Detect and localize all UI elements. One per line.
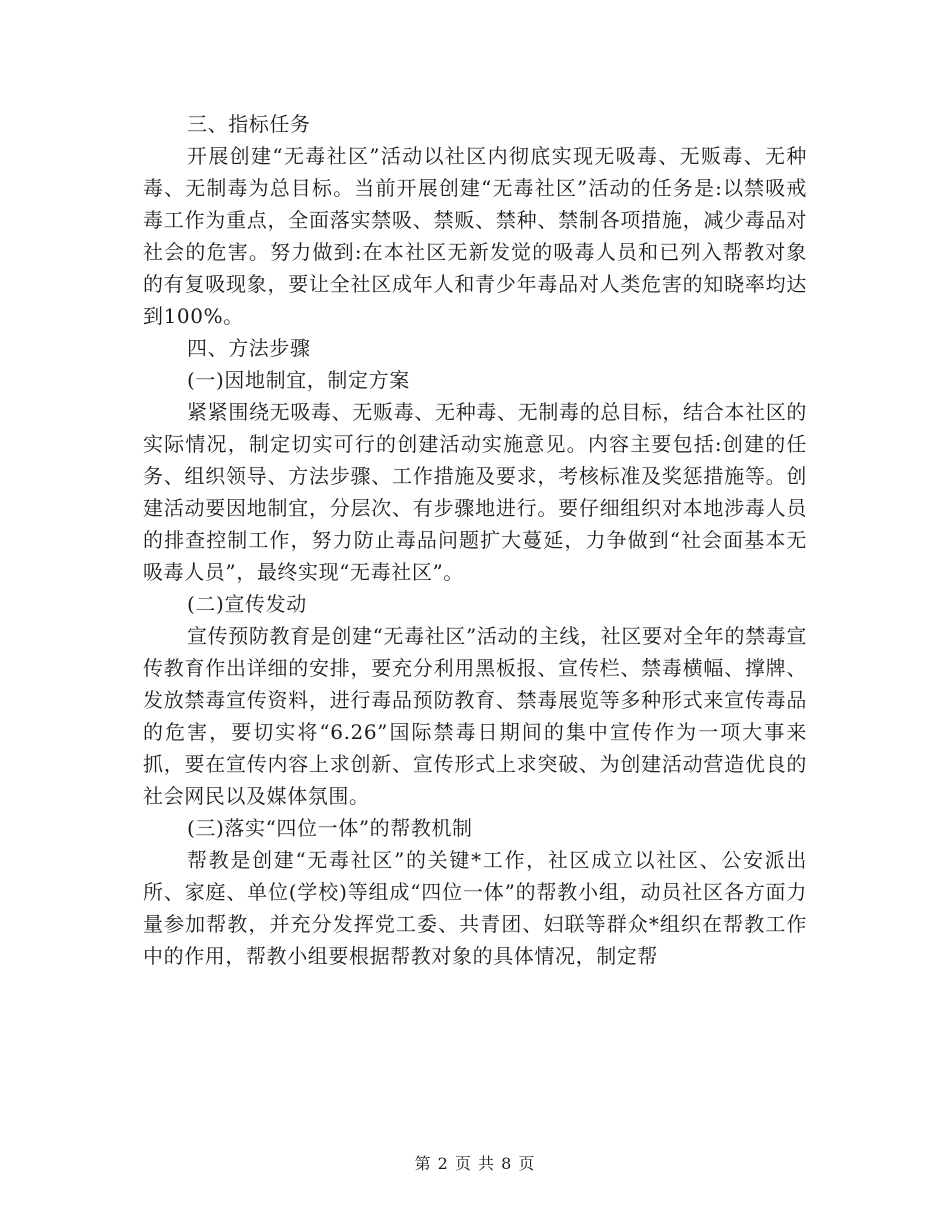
paragraph-targets: 开展创建“无毒社区”活动以社区内彻底实现无吸毒、无贩毒、无种毒、无制毒为总目标。当前开展创建“无毒社区”活动的任务是:以禁吸戒毒工作为重点，全面落实禁吸、禁贩、禁种、禁制各项措施，减少毒品对社会的危害。努力做到:在本社区无新发觉的吸毒人员和已列入帮教对象的有复吸现象，要让全社区成年人和青少年毒品对人类危害的知晓率均达到100%。 [143,144,807,328]
subheading-publicity: (二)宣传发动 [187,592,307,616]
paragraph-assistance: 帮教是创建“无毒社区”的关键*工作，社区成立以社区、公安派出所、家庭、单位(学校)等组成“四位一体”的帮教小组，动员社区各方面力量参加帮教，并充分发挥党工委、共青团、妇联等群众*组织在帮教工作中的作用，帮教小组要根据帮教对象的具体情况，制定帮 [143,848,807,968]
section-heading-targets: 三、指标任务 [187,112,311,136]
subheading-plan: (一)因地制宜，制定方案 [187,368,410,392]
paragraph-publicity: 宣传预防教育是创建“无毒社区”活动的主线，社区要对全年的禁毒宣传教育作出详细的安排，要充分利用黑板报、宣传栏、禁毒横幅、撑牌、发放禁毒宣传资料，进行毒品预防教育、禁毒展览等多种形式来宣传毒品的危害，要切实将“6.26”国际禁毒日期间的集中宣传作为一项大事来抓，要在宣传内容上求创新、宣传形式上求突破、为创建活动营造优良的社会网民以及媒体氛围。 [143,624,807,808]
page-number-footer: 第 2 页 共 8 页 [414,1154,536,1173]
paragraph-plan: 紧紧围绕无吸毒、无贩毒、无种毒、无制毒的总目标，结合本社区的实际情况，制定切实可行的创建活动实施意见。内容主要包括:创建的任务、组织领导、方法步骤、工作措施及要求，考核标准及奖惩措施等。创建活动要因地制宜，分层次、有步骤地进行。要仔细组织对本地涉毒人员的排查控制工作，努力防止毒品问题扩大蔓延，力争做到“社会面基本无吸毒人员”，最终实现“无毒社区”。 [143,400,807,584]
section-heading-methods: 四、方法步骤 [187,336,311,360]
document-body [143,108,807,972]
subheading-assistance: (三)落实“四位一体”的帮教机制 [187,816,473,840]
